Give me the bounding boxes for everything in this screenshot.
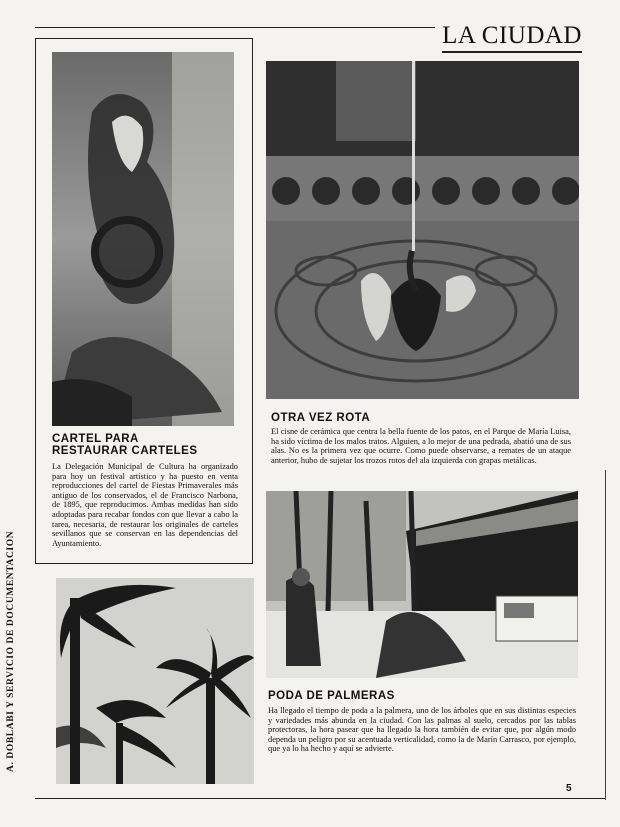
poster-photo (52, 52, 234, 426)
poda-body: Ha llegado el tiempo de poda a la palmera, uno de los árboles que en sus distintas especies y variedades más abunda en la ciudad. Con las palmas al suelo, cercados por las tablas protectoras, la hora pasear que ha llegado la hora también de evitar que, por algún modo dependa un peligro por su acentuada verticalidad, como la de Marín Carrasco, por ejemplo, que ya lo ha hecho y aquí se advierte. (268, 706, 576, 754)
cartel-body: La Delegación Municipal de Cultura ha organizado para hoy un festival artístico y ha puesto en venta reproducciones del cartel de Fiestas Primaverales más antiguo de los conservados, el de Francisco Narbona, de 1895, que reproducimos. Ambas medidas han sido adoptadas para recabar fondos con que llevar a cabo la tarea, necesaria, de restaurar los originales de carteles sevillanos que se conservan en las dependencias del Ayuntamiento. (52, 462, 238, 548)
section-title: LA CIUDAD (442, 22, 582, 53)
cartel-headline-line1: CARTEL PARA (52, 433, 139, 445)
swan-illustration (266, 61, 579, 399)
rota-headline: OTRA VEZ ROTA (271, 412, 371, 424)
footer-rule (35, 798, 605, 799)
swan-photo (266, 61, 579, 399)
rota-body: El cisne de cerámica que centra la bella fuente de los patos, en el Parque de María Luisa, ha sido víctima de los malos tratos. Alguien, a lo mejor de una pedrada, abatió una de sus alas. No es la primera vez que ocurre. Como puede observarse, a remates de un ataque anterior, hubo de sujetar los trozos rotos del ala izquierda con grapas metálicas. (271, 427, 571, 465)
palm-photo (56, 578, 254, 784)
cartel-headline-line2: RESTAURAR CARTELES (52, 445, 198, 457)
page-number: 5 (566, 783, 572, 794)
archive-stamp: A. DOBLABI Y SERVICIO DE DOCUMENTACION (6, 530, 16, 772)
cartel-headline (52, 433, 242, 457)
poster-illustration (52, 52, 234, 426)
palm-illustration (56, 578, 254, 784)
poda-headline: PODA DE PALMERAS (268, 690, 395, 702)
pruning-illustration (266, 491, 578, 678)
pruning-photo (266, 491, 578, 678)
right-rule (605, 470, 606, 800)
header-rule (35, 27, 435, 28)
